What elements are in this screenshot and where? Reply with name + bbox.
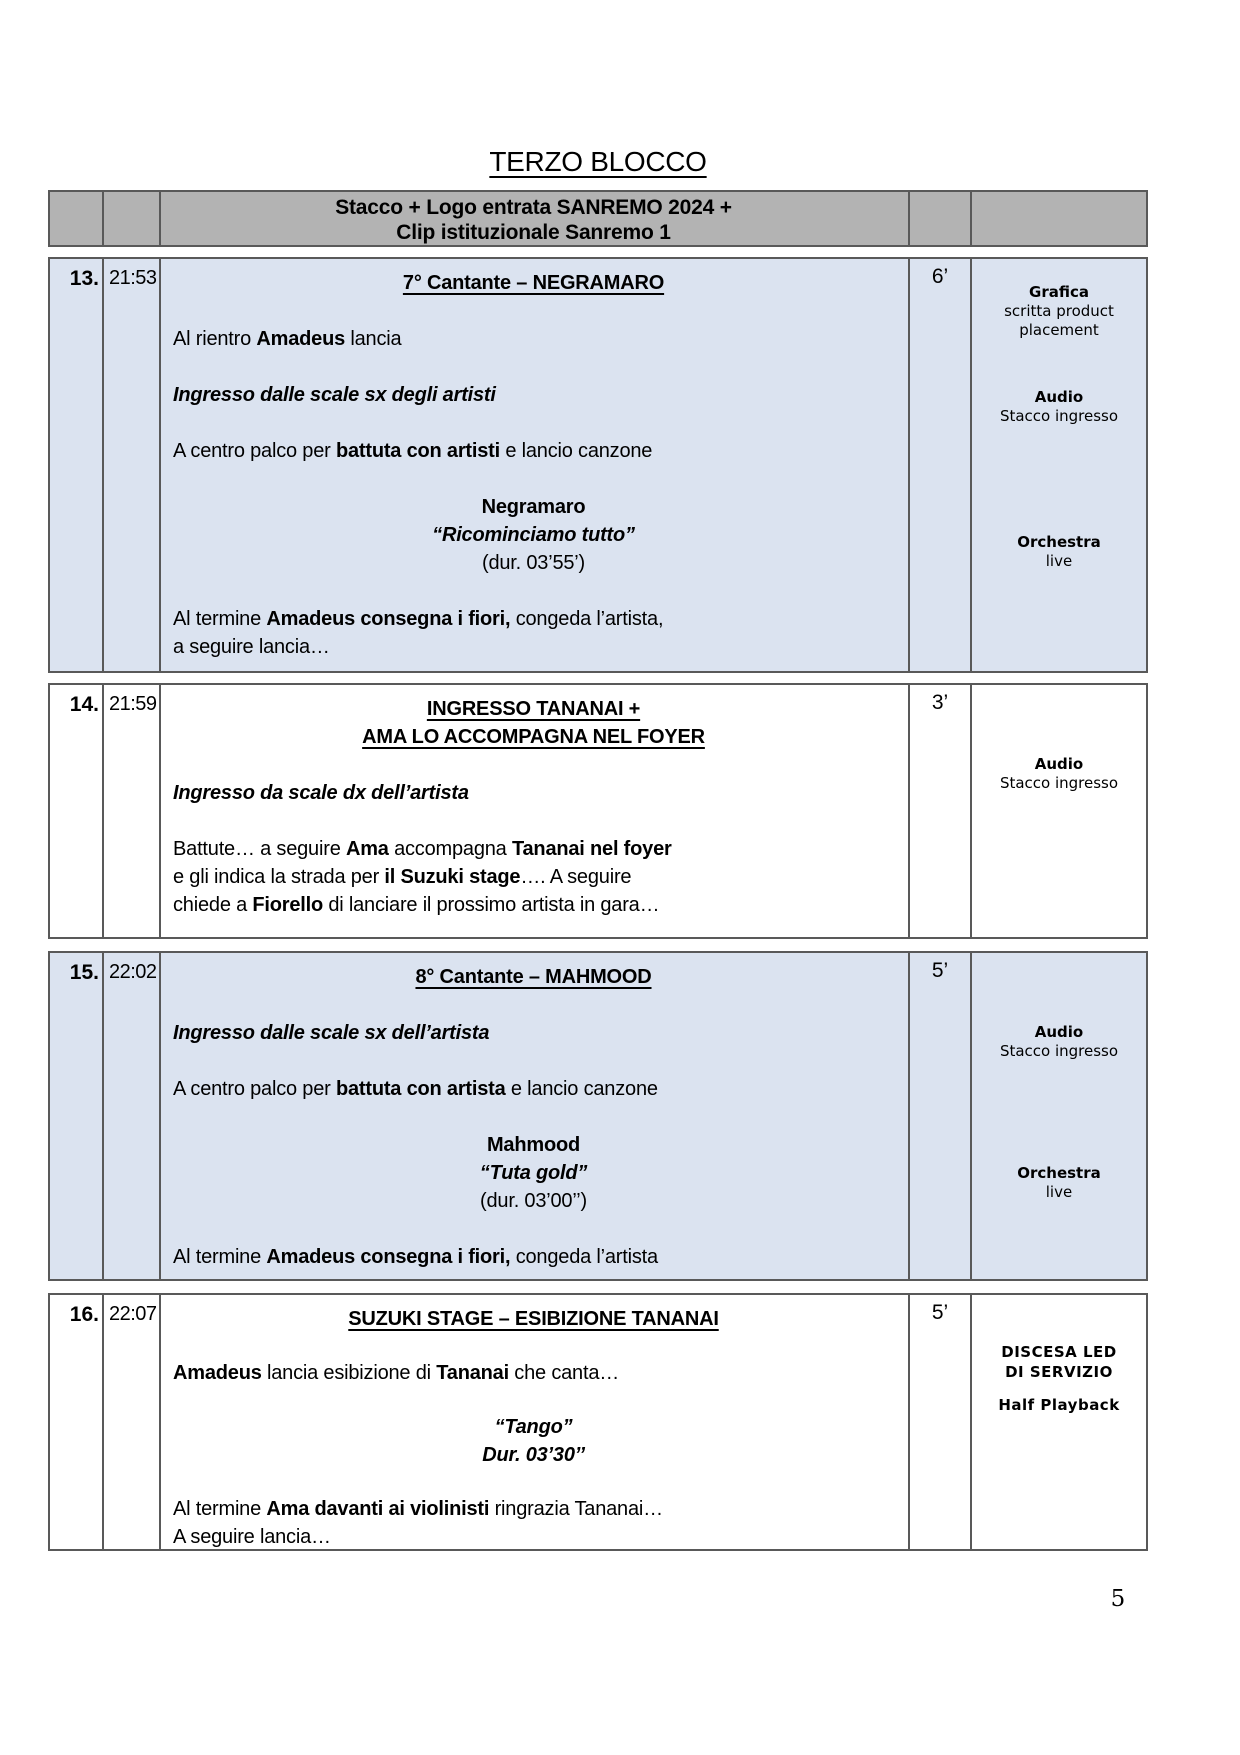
header-duration-cell [908,192,970,245]
text-segment-bold: il Suzuki stage [384,866,521,888]
text-line [173,863,894,891]
text-segment-bold: Amadeus consegna i fiori, [266,1246,511,1268]
text-segment: A centro palco per [173,440,336,462]
header-content-cell [159,192,908,245]
row-time: 21:59 [102,685,159,937]
segment-title [173,695,894,751]
header-line-1: Stacco + Logo entrata SANREMO 2024 + [335,196,732,219]
song-title: “Ricominciamo tutto” [432,524,635,546]
text-segment: lancia esibizione di [261,1362,437,1384]
song-duration: (dur. 03’00’’) [480,1190,587,1212]
note-group [977,1395,1141,1415]
text-segment: …. A seguire [520,866,632,888]
note-text: live [1045,1183,1073,1201]
row-content [159,685,908,937]
text-segment: Al termine [173,1498,267,1520]
row-notes [970,685,1146,937]
paragraph [173,1495,894,1551]
text-segment: congeda l’artista, [510,608,664,630]
text-segment: lancia [345,328,402,350]
text-segment-bold: Amadeus consegna i fiori, [266,608,511,630]
song-title: “Tuta gold” [479,1162,588,1184]
text-segment: Al rientro [173,328,257,350]
rundown-row-13 [48,257,1148,673]
text-segment: e lancio canzone [499,440,653,462]
stage-direction: Ingresso dalle scale sx degli artisti [173,384,496,406]
song-duration: Dur. 03’30’’ [482,1444,585,1466]
text-segment-bold: Tananai [436,1362,509,1384]
row-content [159,259,908,671]
note-group [977,1164,1141,1202]
row-duration: 3’ [908,685,970,937]
text-line [173,835,894,863]
song-block [173,493,894,577]
text-segment-bold: Amadeus [173,1362,262,1384]
segment-title: SUZUKI STAGE – ESIBIZIONE TANANAI [348,1308,719,1330]
note-group [977,283,1141,340]
row-duration: 6’ [908,259,970,671]
header-notes-cell [970,192,1146,245]
song-duration: (dur. 03’55’) [481,552,585,574]
segment-title-line-2: AMA LO ACCOMPAGNA NEL FOYER [362,726,705,748]
note-heading: DISCESA LED DI SERVIZIO [1001,1343,1117,1381]
row-number: 13. [69,267,99,290]
paragraph [173,325,894,353]
row-content [159,953,908,1279]
note-group [977,1342,1141,1382]
segment-title: 7° Cantante – NEGRAMARO [402,272,665,294]
text-segment: e gli indica la strada per [173,866,385,888]
text-segment: di lanciare il prossimo artista in gara… [323,894,660,916]
paragraph [173,1243,894,1271]
text-segment: accompagna [388,838,512,860]
note-heading: Audio [1034,755,1084,773]
note-text: scritta product placement [1004,302,1114,339]
segment-title-line-1: INGRESSO TANANAI + [426,698,641,720]
text-segment: Al termine [173,1246,267,1268]
paragraph [173,437,894,465]
note-text: Stacco ingresso [999,407,1119,425]
row-notes [970,259,1146,671]
note-group [977,388,1141,426]
text-segment-bold: battuta con artista [335,1078,506,1100]
text-line [173,891,894,919]
note-heading: Audio [1034,388,1084,406]
paragraph [173,835,894,919]
page-number: 5 [1110,1586,1126,1612]
text-segment-bold: Amadeus [256,328,346,350]
text-segment: Battute… a seguire [173,838,346,860]
note-text: Stacco ingresso [999,1042,1119,1060]
text-segment-bold: battuta con artisti [335,440,500,462]
text-line: A seguire lancia… [173,1526,331,1548]
stage-direction: Ingresso dalle scale sx dell’artista [173,1022,490,1044]
text-segment: A centro palco per [173,1078,336,1100]
note-heading: Orchestra [1017,533,1101,551]
text-segment: congeda l’artista [510,1246,658,1268]
note-text: live [1045,552,1073,570]
song-title: “Tango” [494,1416,573,1438]
text-segment: Al termine [173,608,267,630]
row-number: 15. [69,961,99,984]
stage-direction: Ingresso da scale dx dell’artista [173,782,469,804]
note-text: Stacco ingresso [999,774,1119,792]
row-notes [970,1295,1146,1549]
rundown-row-16 [48,1293,1148,1551]
note-heading: Audio [1034,1023,1084,1041]
segment-title: 8° Cantante – MAHMOOD [415,966,652,988]
text-segment-bold: Tananai nel foyer [511,838,672,860]
row-notes [970,953,1146,1279]
row-number: 14. [69,693,99,716]
paragraph [173,1075,894,1103]
note-heading: Orchestra [1017,1164,1101,1182]
table-header-row [48,190,1148,247]
paragraph [173,605,894,661]
row-time: 22:02 [102,953,159,1279]
paragraph [173,1359,894,1387]
song-artist: Mahmood [486,1134,581,1156]
header-time-cell [102,192,159,245]
text-segment-bold: Ama davanti ai violinisti [266,1498,490,1520]
page-title: TERZO BLOCCO [489,146,707,177]
text-line [173,1495,894,1523]
row-content [159,1295,908,1549]
text-segment-bold: Ama [345,838,389,860]
song-artist: Negramaro [481,496,586,518]
header-number-cell [50,192,102,245]
header-line-2: Clip istituzionale Sanremo 1 [396,221,671,244]
text-line [173,605,894,633]
row-time: 21:53 [102,259,159,671]
note-group [977,533,1141,571]
row-duration: 5’ [908,1295,970,1549]
text-segment: e lancio canzone [505,1078,658,1100]
text-segment: chiede a [173,894,253,916]
text-line: a seguire lancia… [173,636,330,658]
text-segment: ringrazia Tananai… [489,1498,663,1520]
song-block [173,1131,894,1215]
note-group [977,755,1141,793]
song-block [173,1413,894,1469]
note-group [977,1023,1141,1061]
row-duration: 5’ [908,953,970,1279]
rundown-row-14 [48,683,1148,939]
text-segment: che canta… [508,1362,620,1384]
rundown-row-15 [48,951,1148,1281]
row-time: 22:07 [102,1295,159,1549]
note-heading: Grafica [1029,283,1089,301]
note-heading: Half Playback [998,1396,1120,1414]
text-segment-bold: Fiorello [252,894,324,916]
row-number: 16. [69,1303,99,1326]
